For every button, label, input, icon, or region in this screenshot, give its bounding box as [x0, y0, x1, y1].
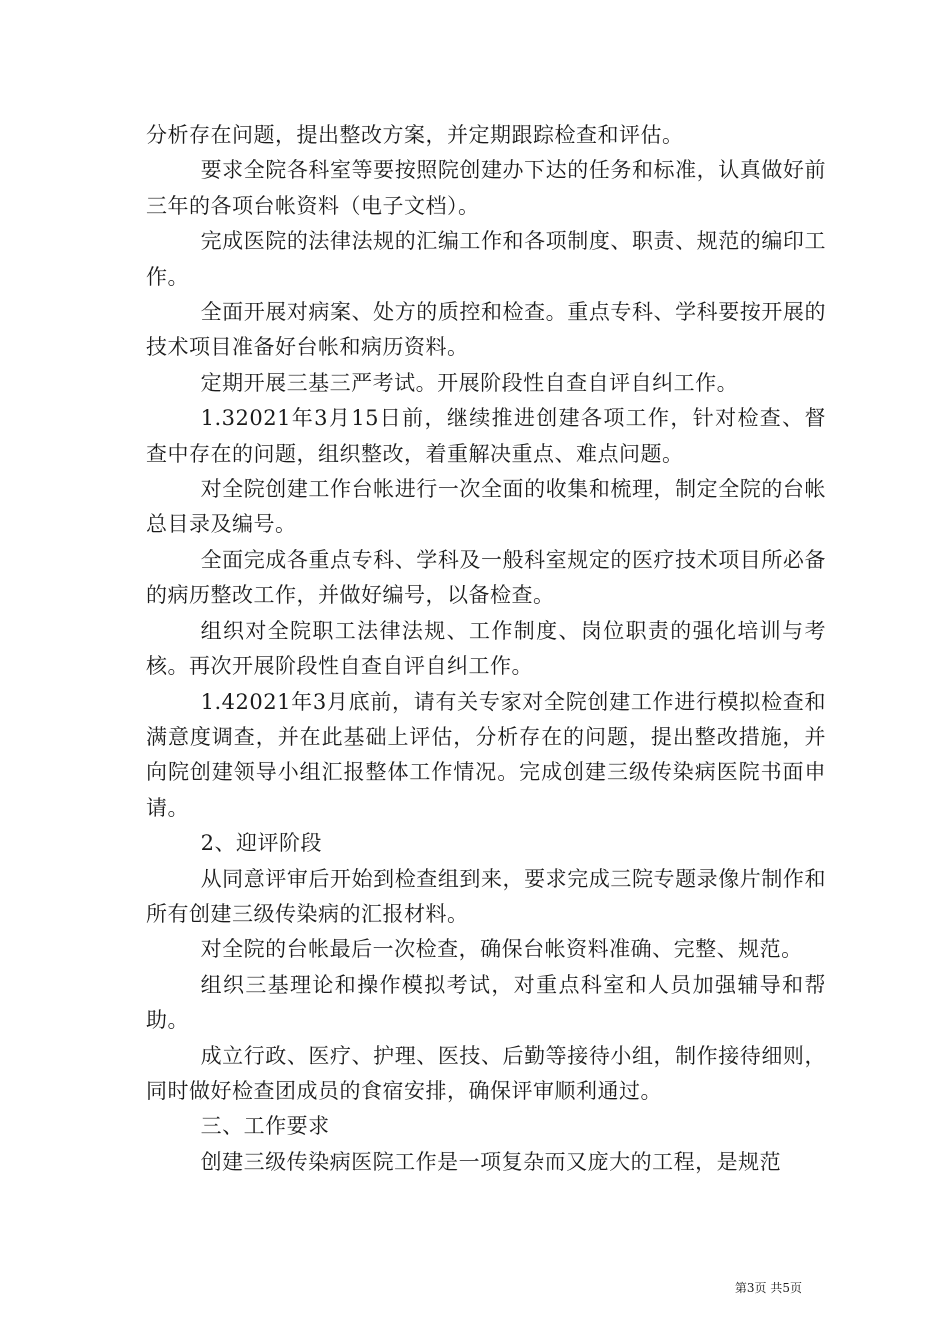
paragraph: 组织三基理论和操作模拟考试，对重点科室和人员加强辅导和帮助。 — [146, 972, 826, 1033]
paragraph: 要求全院各科室等要按照院创建办下达的任务和标准，认真做好前三年的各项台帐资料（电子文档）。 — [146, 158, 826, 218]
paragraph: 从同意评审后开始到检查组到来，要求完成三院专题录像片制作和所有创建三级传染病的汇报材料。 — [146, 866, 826, 926]
section-heading: 2、迎评阶段 — [200, 831, 322, 856]
section-heading: 三、工作要求 — [200, 1114, 330, 1139]
document-body — [146, 118, 826, 1180]
paragraph: 组织对全院职工法律法规、工作制度、岗位职责的强化培训与考核。再次开展阶段性自查自评自纠工作。 — [146, 618, 826, 679]
paragraph: 对全院创建工作台帐进行一次全面的收集和梳理，制定全院的台帐总目录及编号。 — [146, 477, 826, 537]
paragraph: 1.32021年3月15日前，继续推进创建各项工作，针对检查、督查中存在的问题，组织整改，着重解决重点、难点问题。 — [146, 406, 826, 466]
paragraph: 创建三级传染病医院工作是一项复杂而又庞大的工程，是规范 — [200, 1149, 782, 1174]
paragraph: 成立行政、医疗、护理、医技、后勤等接待小组，制作接待细则，同时做好检查团成员的食宿安排，确保评审顺利通过。 — [146, 1043, 826, 1103]
paragraph: 对全院的台帐最后一次检查，确保台帐资料准确、完整、规范。 — [200, 937, 803, 962]
paragraph: 全面完成各重点专科、学科及一般科室规定的医疗技术项目所必备的病历整改工作，并做好编号，以备检查。 — [146, 547, 826, 608]
paragraph: 定期开展三基三严考试。开展阶段性自查自评自纠工作。 — [200, 370, 739, 395]
paragraph-continued: 分析存在问题，提出整改方案，并定期跟踪检查和评估。 — [146, 123, 684, 147]
paragraph: 完成医院的法律法规的汇编工作和各项制度、职责、规范的编印工作。 — [146, 229, 826, 289]
paragraph: 全面开展对病案、处方的质控和检查。重点专科、学科要按开展的技术项目准备好台帐和病历资料。 — [146, 300, 826, 360]
paragraph: 1.42021年3月底前，请有关专家对全院创建工作进行模拟检查和满意度调查，并在此基础上评估，分析存在的问题，提出整改措施，并向院创建领导小组汇报整体工作情况。完成创建三级传染病医院书面申请。 — [146, 689, 826, 820]
page-number-footer: 第3页 共5页 — [734, 1281, 802, 1295]
